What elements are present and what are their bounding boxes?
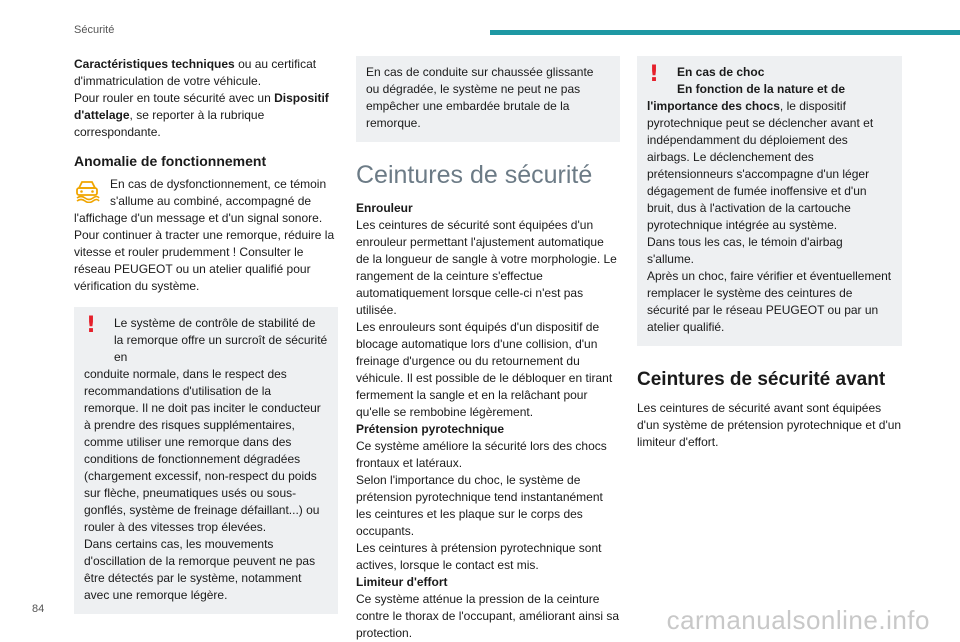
intro-paragraph-2	[74, 90, 338, 141]
front-seatbelts-title: Ceintures de sécurité avant	[637, 369, 886, 390]
intro-bold-1: Caractéristiques techniques	[74, 57, 235, 71]
warning-text-rest-2: Dans certains cas, les mouvements d'oscillation de la remorque peuvent ne pas être détectés par le système, notamment avec une remorque légère.	[84, 537, 316, 602]
enrouleur-heading	[356, 200, 620, 217]
front-seatbelts-text: Les ceintures de sécurité avant sont équipées d'un système de prétension pyrotechnique et d'un limiteur d'effort.	[637, 401, 902, 449]
exclamation-icon: !	[86, 313, 97, 338]
header-bar	[490, 30, 960, 35]
slippery-road-box	[356, 56, 620, 142]
trailer-stability-warning-icon	[74, 179, 100, 203]
limiteur-text: Ce système atténue la pression de la ceinture contre le thorax de l'occupant, améliorant ainsi sa protection.	[356, 592, 620, 640]
column-3	[637, 56, 902, 451]
impact-warning-box	[637, 56, 902, 346]
section-label: Sécurité	[74, 24, 115, 36]
enrouleur-text-1: Les ceintures de sécurité sont équipées d'un enrouleur permettant l'ajustement automatique de la longueur de sangle à votre morphologie. Le rangement de la ceinture s'effectue automatiquement lorsque celle-ci n'est pas utilisée.	[356, 218, 617, 317]
impact-heading-1: En cas de choc	[677, 65, 765, 79]
impact-heading-2: En fonction de la nature et de	[677, 82, 846, 96]
pretension-heading-text: Prétension pyrotechnique	[356, 422, 505, 436]
enrouleur-text-2: Les enrouleurs sont équipés d'un dispositif de blocage automatique lors d'une collision, d'un freinage d'urgence ou du retournement du véhicule. Il est possible de le débloquer en tirant fermement la sangle et en la relâchant pour qu'elle se rembobine légèrement.	[356, 320, 613, 419]
pretension-text-2: Selon l'importance du choc, le système de prétension pyrotechnique tend instantanément les ceintures et les plaque sur le corps des occupants.	[356, 473, 603, 538]
watermark: carmanualsonline.info	[666, 605, 930, 635]
column-2	[356, 56, 620, 642]
exclamation-icon: !	[649, 62, 660, 87]
enrouleur-heading-text: Enrouleur	[356, 201, 413, 215]
pretension-heading	[356, 421, 620, 438]
stability-warning-box	[74, 307, 338, 614]
impact-text-1-rest: , le dispositif pyrotechnique peut se déclencher avant et indépendamment du déploiement des airbags. Le déclenchement des prétensionneurs s'accompagne d'un léger dégagement de fumée inoffensive et d'un bruit, dus à l'activation de la cartouche pyrotechnique intégrée au système.	[647, 99, 874, 232]
intro-text-2a: Pour rouler en toute sécurité avec un	[74, 91, 275, 105]
page-number: 84	[32, 603, 45, 615]
impact-text-1	[647, 98, 892, 234]
anomaly-paragraph	[74, 176, 338, 295]
pretension-text-1: Ce système améliore la sécurité lors des chocs frontaux et latéraux.	[356, 439, 607, 470]
impact-text-2: Dans tous les cas, le témoin d'airbag s'allume.	[647, 235, 843, 266]
limiteur-heading-text: Limiteur d'effort	[356, 575, 448, 589]
intro-text-2b: , se reporter à la rubrique correspondante.	[74, 108, 265, 139]
warning-text-first: Le système de contrôle de stabilité de la remorque offre un surcroît de sécurité en	[114, 316, 328, 364]
intro-paragraph	[74, 56, 338, 90]
warning-text-rest: conduite normale, dans le respect des recommandations d'utilisation de la remorque. Il ne doit pas inciter le conducteur à prendre des risques supplémentaires, comme utiliser une remorque dans des conditions de fonctionnement dégradées (chargement excessif, non-respect du poids sur flèche, pneumatiques usés ou sous-gonflés, système de freinage défaillant...) ou rouler à des vitesses trop élevées.	[84, 367, 321, 534]
slippery-road-text: En cas de conduite sur chaussée glissante ou dégradée, le système ne peut ne pas empêcher une embardée brutale de la remorque.	[366, 65, 594, 130]
intro-bold-2: Dispositif d'attelage	[74, 91, 329, 122]
anomaly-text-rest: l'affichage d'un message et d'un signal sonore. Pour continuer à tracter une remorque, réduire la vitesse et rouler prudemment ! Consulter le réseau PEUGEOT ou un atelier qualifié pour vérification du système.	[74, 211, 335, 293]
anomaly-text-first: En cas de dysfonctionnement, ce témoin s'allume au combiné, accompagné de	[110, 177, 327, 208]
anomaly-heading: Anomalie de fonctionnement	[74, 153, 267, 169]
intro-text-1: ou au certificat d'immatriculation de votre véhicule.	[74, 57, 317, 88]
column-1	[74, 56, 338, 614]
impact-bold: l'importance des chocs	[647, 99, 780, 113]
limiteur-heading	[356, 574, 620, 591]
pretension-text-3: Les ceintures à prétension pyrotechnique sont actives, lorsque le contact est mis.	[356, 541, 602, 572]
seatbelts-title: Ceintures de sécurité	[356, 161, 593, 189]
impact-text-3: Après un choc, faire vérifier et éventuellement remplacer le système des ceintures de sécurité par le réseau PEUGEOT ou par un atelier qualifié.	[647, 269, 892, 334]
